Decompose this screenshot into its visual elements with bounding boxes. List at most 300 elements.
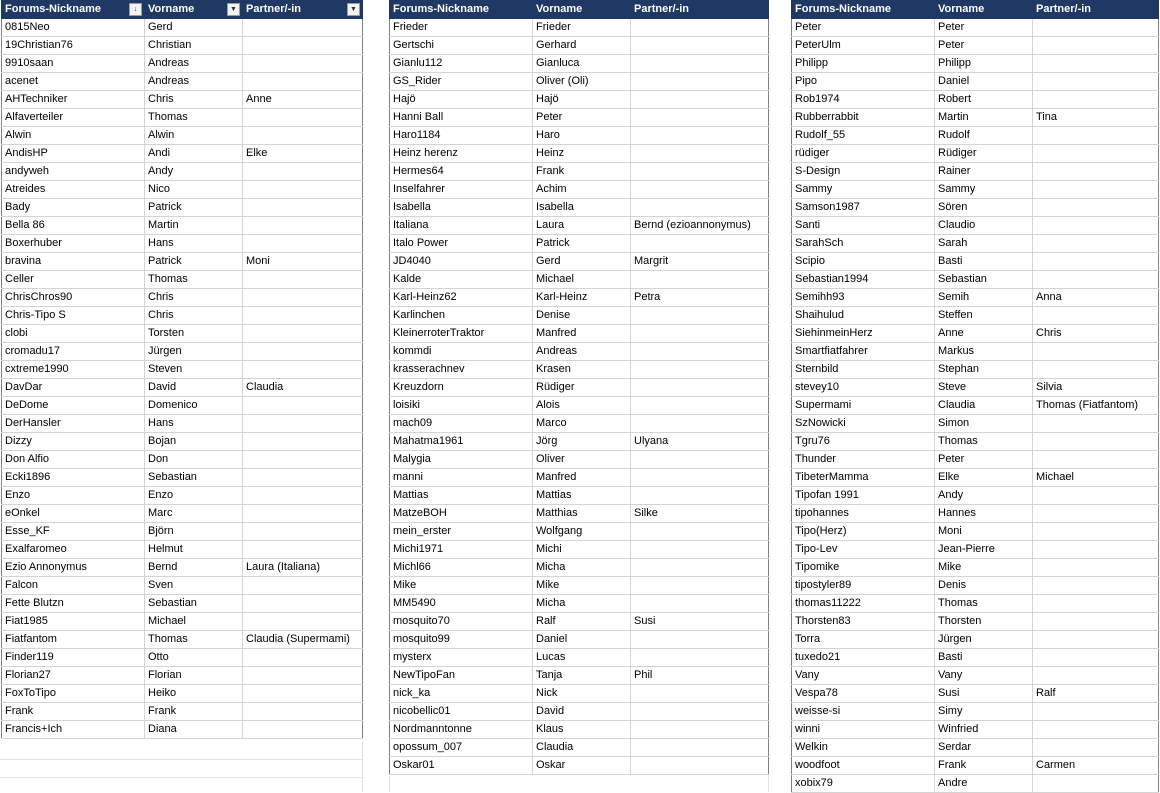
cell-nickname[interactable]: Celler <box>2 271 145 289</box>
cell-nickname[interactable]: Mahatma1961 <box>390 433 533 451</box>
cell-nickname[interactable]: Bady <box>2 199 145 217</box>
cell-vorname[interactable]: Martin <box>145 217 243 235</box>
sort-filter-icon[interactable]: ↓ <box>129 3 142 16</box>
cell-nickname[interactable]: Fette Blutzn <box>2 595 145 613</box>
cell-nickname[interactable]: mein_erster <box>390 523 533 541</box>
filter-dropdown-icon[interactable]: ▼ <box>347 3 360 16</box>
cell-vorname[interactable]: Chris <box>145 307 243 325</box>
cell-vorname[interactable]: Bojan <box>145 433 243 451</box>
cell-vorname[interactable]: Oskar <box>533 757 631 775</box>
cell-vorname[interactable]: Michael <box>145 613 243 631</box>
cell-nickname[interactable]: Sammy <box>792 181 935 199</box>
cell-partner[interactable] <box>1033 433 1159 451</box>
cell-partner[interactable] <box>631 145 769 163</box>
cell-nickname[interactable]: Gianlu112 <box>390 55 533 73</box>
cell-partner[interactable] <box>631 703 769 721</box>
cell-partner[interactable] <box>631 163 769 181</box>
cell-partner[interactable] <box>631 109 769 127</box>
cell-nickname[interactable]: Alfaverteiler <box>2 109 145 127</box>
cell-vorname[interactable]: Vany <box>935 667 1033 685</box>
cell-nickname[interactable]: Fiatfantom <box>2 631 145 649</box>
cell-vorname[interactable]: Serdar <box>935 739 1033 757</box>
cell-partner[interactable] <box>243 181 363 199</box>
cell-nickname[interactable]: Isabella <box>390 199 533 217</box>
cell-vorname[interactable]: Marc <box>145 505 243 523</box>
cell-nickname[interactable]: Florian27 <box>2 667 145 685</box>
cell-vorname[interactable]: Oliver (Oli) <box>533 73 631 91</box>
cell-vorname[interactable]: Matthias <box>533 505 631 523</box>
cell-nickname[interactable]: Thorsten83 <box>792 613 935 631</box>
cell-partner[interactable] <box>1033 217 1159 235</box>
cell-nickname[interactable]: Bella 86 <box>2 217 145 235</box>
cell-partner[interactable] <box>631 415 769 433</box>
cell-vorname[interactable]: Patrick <box>145 253 243 271</box>
cell-nickname[interactable]: manni <box>390 469 533 487</box>
cell-partner[interactable] <box>243 55 363 73</box>
cell-nickname[interactable]: weisse-si <box>792 703 935 721</box>
cell-nickname[interactable]: Thunder <box>792 451 935 469</box>
cell-nickname[interactable]: Semihh93 <box>792 289 935 307</box>
cell-partner[interactable] <box>243 397 363 415</box>
cell-vorname[interactable]: Micha <box>533 595 631 613</box>
cell-partner[interactable] <box>631 55 769 73</box>
cell-nickname[interactable]: Nordmanntonne <box>390 721 533 739</box>
cell-nickname[interactable]: Heinz herenz <box>390 145 533 163</box>
cell-partner[interactable] <box>243 613 363 631</box>
cell-vorname[interactable]: Frank <box>533 163 631 181</box>
cell-partner[interactable] <box>631 343 769 361</box>
cell-nickname[interactable]: Exalfaromeo <box>2 541 145 559</box>
cell-vorname[interactable]: Gerd <box>533 253 631 271</box>
cell-vorname[interactable]: Frieder <box>533 19 631 37</box>
cell-nickname[interactable]: AndisHP <box>2 145 145 163</box>
cell-partner[interactable] <box>1033 775 1159 793</box>
cell-vorname[interactable]: Patrick <box>145 199 243 217</box>
cell-partner[interactable] <box>243 451 363 469</box>
cell-vorname[interactable]: Klaus <box>533 721 631 739</box>
cell-nickname[interactable]: Rubberrabbit <box>792 109 935 127</box>
cell-partner[interactable] <box>631 757 769 775</box>
cell-vorname[interactable]: Tanja <box>533 667 631 685</box>
cell-partner[interactable] <box>1033 667 1159 685</box>
cell-partner[interactable] <box>243 235 363 253</box>
cell-nickname[interactable]: Frank <box>2 703 145 721</box>
cell-partner[interactable] <box>243 73 363 91</box>
cell-partner[interactable]: Silvia <box>1033 379 1159 397</box>
cell-nickname[interactable]: GS_Rider <box>390 73 533 91</box>
cell-partner[interactable] <box>1033 163 1159 181</box>
cell-partner[interactable] <box>631 127 769 145</box>
cell-vorname[interactable]: Thomas <box>145 109 243 127</box>
cell-vorname[interactable]: Andre <box>935 775 1033 793</box>
cell-nickname[interactable]: JD4040 <box>390 253 533 271</box>
cell-partner[interactable]: Ulyana <box>631 433 769 451</box>
cell-vorname[interactable]: Steffen <box>935 307 1033 325</box>
cell-vorname[interactable]: Micha <box>533 559 631 577</box>
cell-partner[interactable] <box>243 127 363 145</box>
cell-nickname[interactable]: kommdi <box>390 343 533 361</box>
cell-vorname[interactable]: Hans <box>145 415 243 433</box>
cell-vorname[interactable]: Marco <box>533 415 631 433</box>
cell-partner[interactable]: Claudia (Supermami) <box>243 631 363 649</box>
cell-nickname[interactable]: Philipp <box>792 55 935 73</box>
cell-vorname[interactable]: Jean-Pierre <box>935 541 1033 559</box>
cell-vorname[interactable]: David <box>145 379 243 397</box>
cell-partner[interactable] <box>631 631 769 649</box>
cell-partner[interactable] <box>1033 55 1159 73</box>
cell-vorname[interactable]: Patrick <box>533 235 631 253</box>
cell-partner[interactable] <box>631 325 769 343</box>
cell-partner[interactable] <box>1033 415 1159 433</box>
cell-nickname[interactable]: MatzeBOH <box>390 505 533 523</box>
cell-partner[interactable] <box>243 415 363 433</box>
cell-vorname[interactable]: Chris <box>145 289 243 307</box>
cell-nickname[interactable]: Hermes64 <box>390 163 533 181</box>
cell-vorname[interactable]: Laura <box>533 217 631 235</box>
cell-partner[interactable] <box>1033 523 1159 541</box>
cell-partner[interactable] <box>1033 577 1159 595</box>
cell-partner[interactable] <box>243 577 363 595</box>
cell-vorname[interactable]: Michael <box>533 271 631 289</box>
cell-partner[interactable] <box>1033 343 1159 361</box>
cell-nickname[interactable]: Alwin <box>2 127 145 145</box>
cell-vorname[interactable]: Robert <box>935 91 1033 109</box>
cell-nickname[interactable]: DeDome <box>2 397 145 415</box>
cell-vorname[interactable]: Claudia <box>533 739 631 757</box>
cell-vorname[interactable]: Peter <box>935 19 1033 37</box>
cell-vorname[interactable]: Andy <box>145 163 243 181</box>
cell-partner[interactable] <box>1033 559 1159 577</box>
cell-nickname[interactable]: Malygia <box>390 451 533 469</box>
cell-partner[interactable] <box>243 469 363 487</box>
cell-vorname[interactable]: Peter <box>533 109 631 127</box>
cell-nickname[interactable]: FoxToTipo <box>2 685 145 703</box>
cell-partner[interactable] <box>1033 451 1159 469</box>
cell-partner[interactable] <box>631 73 769 91</box>
cell-partner[interactable] <box>631 199 769 217</box>
cell-vorname[interactable]: Elke <box>935 469 1033 487</box>
cell-partner[interactable] <box>631 541 769 559</box>
cell-nickname[interactable]: NewTipoFan <box>390 667 533 685</box>
cell-partner[interactable] <box>243 325 363 343</box>
cell-vorname[interactable]: Stephan <box>935 361 1033 379</box>
cell-nickname[interactable]: Chris-Tipo S <box>2 307 145 325</box>
cell-nickname[interactable]: Scipio <box>792 253 935 271</box>
cell-partner[interactable] <box>1033 37 1159 55</box>
cell-nickname[interactable]: tuxedo21 <box>792 649 935 667</box>
cell-vorname[interactable]: Andi <box>145 145 243 163</box>
cell-partner[interactable] <box>631 523 769 541</box>
cell-nickname[interactable]: Dizzy <box>2 433 145 451</box>
cell-partner[interactable]: Susi <box>631 613 769 631</box>
cell-nickname[interactable]: Tipo-Lev <box>792 541 935 559</box>
cell-nickname[interactable]: andyweh <box>2 163 145 181</box>
cell-nickname[interactable]: KleinerroterTraktor <box>390 325 533 343</box>
column-header-vorname[interactable] <box>145 1 243 19</box>
cell-partner[interactable] <box>243 487 363 505</box>
column-header-nickname[interactable]: Forums-Nickname <box>390 1 533 19</box>
cell-partner[interactable] <box>631 451 769 469</box>
cell-vorname[interactable]: Andreas <box>145 55 243 73</box>
cell-vorname[interactable]: Heiko <box>145 685 243 703</box>
cell-vorname[interactable]: Hans <box>145 235 243 253</box>
cell-vorname[interactable]: Mike <box>935 559 1033 577</box>
cell-partner[interactable] <box>631 487 769 505</box>
cell-partner[interactable] <box>1033 595 1159 613</box>
cell-partner[interactable] <box>631 649 769 667</box>
cell-vorname[interactable]: Claudia <box>935 397 1033 415</box>
cell-partner[interactable] <box>243 667 363 685</box>
cell-vorname[interactable]: Gerhard <box>533 37 631 55</box>
cell-nickname[interactable]: S-Design <box>792 163 935 181</box>
cell-nickname[interactable]: Tgru76 <box>792 433 935 451</box>
cell-nickname[interactable]: Hanni Ball <box>390 109 533 127</box>
cell-vorname[interactable]: Thomas <box>935 595 1033 613</box>
cell-nickname[interactable]: Fiat1985 <box>2 613 145 631</box>
cell-vorname[interactable]: Lucas <box>533 649 631 667</box>
cell-partner[interactable] <box>631 469 769 487</box>
cell-vorname[interactable]: Ralf <box>533 613 631 631</box>
cell-nickname[interactable]: loisiki <box>390 397 533 415</box>
cell-partner[interactable] <box>631 361 769 379</box>
cell-partner[interactable] <box>243 343 363 361</box>
cell-vorname[interactable]: Rudolf <box>935 127 1033 145</box>
cell-vorname[interactable]: Moni <box>935 523 1033 541</box>
cell-nickname[interactable]: stevey10 <box>792 379 935 397</box>
cell-vorname[interactable]: David <box>533 703 631 721</box>
cell-vorname[interactable]: Frank <box>145 703 243 721</box>
cell-nickname[interactable]: MM5490 <box>390 595 533 613</box>
cell-vorname[interactable]: Michi <box>533 541 631 559</box>
cell-partner[interactable] <box>243 433 363 451</box>
cell-vorname[interactable]: Susi <box>935 685 1033 703</box>
cell-nickname[interactable]: Smartfiatfahrer <box>792 343 935 361</box>
cell-nickname[interactable]: Samson1987 <box>792 199 935 217</box>
cell-vorname[interactable]: Gianluca <box>533 55 631 73</box>
cell-nickname[interactable]: rüdiger <box>792 145 935 163</box>
cell-nickname[interactable]: woodfoot <box>792 757 935 775</box>
cell-partner[interactable] <box>243 289 363 307</box>
cell-nickname[interactable]: bravina <box>2 253 145 271</box>
cell-vorname[interactable]: Jürgen <box>145 343 243 361</box>
cell-partner[interactable] <box>243 721 363 739</box>
cell-partner[interactable] <box>243 595 363 613</box>
cell-partner[interactable]: Anna <box>1033 289 1159 307</box>
cell-vorname[interactable]: Isabella <box>533 199 631 217</box>
cell-nickname[interactable]: nicobellic01 <box>390 703 533 721</box>
cell-vorname[interactable]: Basti <box>935 253 1033 271</box>
cell-vorname[interactable]: Frank <box>935 757 1033 775</box>
cell-vorname[interactable]: Anne <box>935 325 1033 343</box>
cell-vorname[interactable]: Karl-Heinz <box>533 289 631 307</box>
cell-nickname[interactable]: xobix79 <box>792 775 935 793</box>
cell-partner[interactable] <box>631 379 769 397</box>
cell-partner[interactable] <box>631 721 769 739</box>
cell-partner[interactable] <box>1033 649 1159 667</box>
cell-nickname[interactable]: Gertschi <box>390 37 533 55</box>
cell-vorname[interactable]: Markus <box>935 343 1033 361</box>
cell-partner[interactable] <box>243 649 363 667</box>
cell-partner[interactable] <box>1033 199 1159 217</box>
filter-dropdown-icon[interactable]: ▼ <box>227 3 240 16</box>
cell-vorname[interactable]: Don <box>145 451 243 469</box>
cell-vorname[interactable]: Rüdiger <box>533 379 631 397</box>
cell-vorname[interactable]: Enzo <box>145 487 243 505</box>
cell-nickname[interactable]: cxtreme1990 <box>2 361 145 379</box>
column-header-nickname[interactable]: Forums-Nickname <box>792 1 935 19</box>
cell-vorname[interactable]: Sarah <box>935 235 1033 253</box>
cell-nickname[interactable]: Mike <box>390 577 533 595</box>
cell-nickname[interactable]: Esse_KF <box>2 523 145 541</box>
cell-partner[interactable] <box>631 307 769 325</box>
cell-vorname[interactable]: Heinz <box>533 145 631 163</box>
cell-nickname[interactable]: Karl-Heinz62 <box>390 289 533 307</box>
cell-nickname[interactable]: Ezio Annonymus <box>2 559 145 577</box>
cell-vorname[interactable]: Sammy <box>935 181 1033 199</box>
cell-nickname[interactable]: Mattias <box>390 487 533 505</box>
cell-partner[interactable] <box>243 505 363 523</box>
cell-partner[interactable]: Claudia <box>243 379 363 397</box>
cell-nickname[interactable]: Enzo <box>2 487 145 505</box>
cell-vorname[interactable]: Andreas <box>145 73 243 91</box>
cell-nickname[interactable]: SzNowicki <box>792 415 935 433</box>
cell-vorname[interactable]: Torsten <box>145 325 243 343</box>
cell-vorname[interactable]: Peter <box>935 37 1033 55</box>
cell-vorname[interactable]: Rainer <box>935 163 1033 181</box>
cell-vorname[interactable]: Steven <box>145 361 243 379</box>
cell-nickname[interactable]: Vany <box>792 667 935 685</box>
cell-partner[interactable] <box>631 577 769 595</box>
cell-vorname[interactable]: Christian <box>145 37 243 55</box>
cell-partner[interactable] <box>631 19 769 37</box>
cell-nickname[interactable]: Finder119 <box>2 649 145 667</box>
cell-vorname[interactable]: Sebastian <box>935 271 1033 289</box>
cell-partner[interactable] <box>1033 487 1159 505</box>
cell-nickname[interactable]: Inselfahrer <box>390 181 533 199</box>
cell-partner[interactable] <box>1033 19 1159 37</box>
cell-nickname[interactable]: tipohannes <box>792 505 935 523</box>
cell-vorname[interactable]: Andy <box>935 487 1033 505</box>
cell-vorname[interactable]: Florian <box>145 667 243 685</box>
cell-partner[interactable] <box>243 541 363 559</box>
cell-vorname[interactable]: Helmut <box>145 541 243 559</box>
cell-partner[interactable] <box>243 109 363 127</box>
cell-partner[interactable] <box>1033 613 1159 631</box>
cell-partner[interactable] <box>631 595 769 613</box>
cell-vorname[interactable]: Thomas <box>145 631 243 649</box>
cell-nickname[interactable]: Don Alfio <box>2 451 145 469</box>
cell-vorname[interactable]: Achim <box>533 181 631 199</box>
cell-vorname[interactable]: Martin <box>935 109 1033 127</box>
cell-nickname[interactable]: Pipo <box>792 73 935 91</box>
cell-partner[interactable] <box>631 37 769 55</box>
cell-partner[interactable]: Silke <box>631 505 769 523</box>
cell-vorname[interactable]: Nico <box>145 181 243 199</box>
cell-partner[interactable] <box>243 37 363 55</box>
cell-nickname[interactable]: DavDar <box>2 379 145 397</box>
cell-nickname[interactable]: nick_ka <box>390 685 533 703</box>
cell-vorname[interactable]: Diana <box>145 721 243 739</box>
cell-nickname[interactable]: Torra <box>792 631 935 649</box>
column-header-vorname[interactable]: Vorname <box>935 1 1033 19</box>
cell-partner[interactable] <box>243 703 363 721</box>
cell-partner[interactable] <box>243 199 363 217</box>
cell-partner[interactable] <box>1033 145 1159 163</box>
cell-vorname[interactable]: Björn <box>145 523 243 541</box>
cell-vorname[interactable]: Semih <box>935 289 1033 307</box>
cell-nickname[interactable]: Italo Power <box>390 235 533 253</box>
cell-nickname[interactable]: Michi1971 <box>390 541 533 559</box>
cell-partner[interactable] <box>243 271 363 289</box>
cell-partner[interactable] <box>1033 739 1159 757</box>
cell-vorname[interactable]: Sebastian <box>145 469 243 487</box>
cell-nickname[interactable]: krasserachnev <box>390 361 533 379</box>
column-header-vorname[interactable]: Vorname <box>533 1 631 19</box>
cell-vorname[interactable]: Rüdiger <box>935 145 1033 163</box>
cell-nickname[interactable]: Kalde <box>390 271 533 289</box>
cell-partner[interactable] <box>243 361 363 379</box>
cell-partner[interactable]: Petra <box>631 289 769 307</box>
cell-partner[interactable] <box>1033 253 1159 271</box>
cell-nickname[interactable]: ChrisChros90 <box>2 289 145 307</box>
cell-nickname[interactable]: Tipomike <box>792 559 935 577</box>
cell-partner[interactable] <box>243 307 363 325</box>
cell-partner[interactable]: Ralf <box>1033 685 1159 703</box>
cell-nickname[interactable]: Falcon <box>2 577 145 595</box>
cell-nickname[interactable]: Hajö <box>390 91 533 109</box>
cell-nickname[interactable]: mach09 <box>390 415 533 433</box>
cell-vorname[interactable]: Simy <box>935 703 1033 721</box>
cell-nickname[interactable]: clobi <box>2 325 145 343</box>
cell-nickname[interactable]: Supermami <box>792 397 935 415</box>
cell-partner[interactable]: Margrit <box>631 253 769 271</box>
cell-partner[interactable] <box>243 217 363 235</box>
cell-nickname[interactable]: Welkin <box>792 739 935 757</box>
cell-vorname[interactable]: Denis <box>935 577 1033 595</box>
cell-vorname[interactable]: Jörg <box>533 433 631 451</box>
cell-nickname[interactable]: thomas11222 <box>792 595 935 613</box>
cell-vorname[interactable]: Mike <box>533 577 631 595</box>
cell-vorname[interactable]: Winfried <box>935 721 1033 739</box>
cell-vorname[interactable]: Wolfgang <box>533 523 631 541</box>
cell-vorname[interactable]: Thomas <box>145 271 243 289</box>
cell-vorname[interactable]: Hajö <box>533 91 631 109</box>
cell-partner[interactable] <box>1033 361 1159 379</box>
cell-nickname[interactable]: eOnkel <box>2 505 145 523</box>
cell-vorname[interactable]: Nick <box>533 685 631 703</box>
cell-nickname[interactable]: 0815Neo <box>2 19 145 37</box>
cell-nickname[interactable]: Rob1974 <box>792 91 935 109</box>
cell-partner[interactable]: Michael <box>1033 469 1159 487</box>
cell-partner[interactable]: Thomas (Fiatfantom) <box>1033 397 1159 415</box>
cell-nickname[interactable]: Italiana <box>390 217 533 235</box>
cell-vorname[interactable]: Sören <box>935 199 1033 217</box>
cell-partner[interactable] <box>631 91 769 109</box>
cell-nickname[interactable]: opossum_007 <box>390 739 533 757</box>
cell-nickname[interactable]: Santi <box>792 217 935 235</box>
cell-nickname[interactable]: PeterUlm <box>792 37 935 55</box>
column-header-partner[interactable] <box>243 1 363 19</box>
column-header-partner[interactable]: Partner/-in <box>631 1 769 19</box>
cell-vorname[interactable]: Denise <box>533 307 631 325</box>
cell-nickname[interactable]: 9910saan <box>2 55 145 73</box>
cell-vorname[interactable]: Krasen <box>533 361 631 379</box>
cell-vorname[interactable]: Gerd <box>145 19 243 37</box>
cell-vorname[interactable]: Daniel <box>935 73 1033 91</box>
cell-nickname[interactable]: Peter <box>792 19 935 37</box>
cell-nickname[interactable]: Oskar01 <box>390 757 533 775</box>
cell-vorname[interactable]: Simon <box>935 415 1033 433</box>
